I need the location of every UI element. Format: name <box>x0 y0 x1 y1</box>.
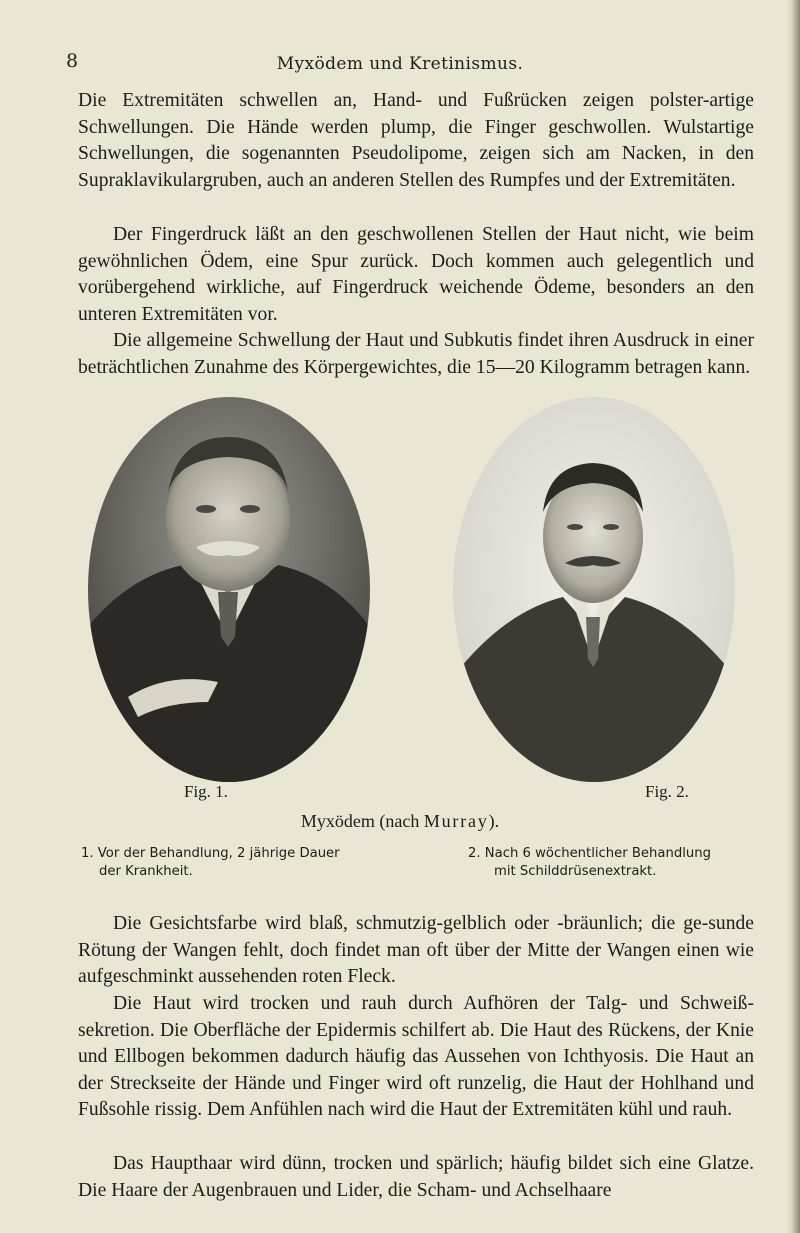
portrait-after-image <box>453 397 735 782</box>
portrait-after-treatment <box>453 397 735 782</box>
figure-caption <box>0 811 800 832</box>
caption-prefix: Myxödem (nach <box>300 811 420 831</box>
figure-pair <box>88 397 748 801</box>
caption-suffix: ). <box>488 811 500 831</box>
running-title: Myxödem und Kretinismus. <box>276 54 524 74</box>
paragraph-dry-skin: Die Haut wird trocken und rauh durch Aufhören der Talg- und Schweiß-sekretion. Die Oberfläche der Epidermis schilfert ab. Die Haut des Rückens, der Knie und Ellbogen bekommen dadurch häufig das Aussehen von Ichthyosis. Die Haut an der Streckseite der Hände und Finger wird oft runzelig, die Haut der Hohlhand und Fußsohle rissig. Dem Anfühlen nach wird die Haut der Extremitäten kühl und rauh. <box>78 993 754 1121</box>
paragraph-hair: Das Haupthaar wird dünn, trocken und spärlich; häufig bildet sich eine Glatze. Die Haare der Augenbrauen und Lider, die Scham- und Achselhaare <box>78 1153 754 1201</box>
fig1-caption-line2: der Krankheit. <box>99 864 193 879</box>
paragraph-complexion: Die Gesichtsfarbe wird blaß, schmutzig-gelblich oder -bräunlich; die ge-sunde Rötung der Wangen fehlt, doch findet man oft über der Mitte der Wangen einen wie aufgeschminkt aussehenden roten Fleck. <box>78 913 754 988</box>
fig2-caption <box>468 845 711 881</box>
fig1-label: Fig. 1. <box>184 782 228 801</box>
page-edge-shadow <box>786 0 800 1233</box>
fig2-caption-line1: 2. Nach 6 wöchentlicher Behandlung <box>468 846 711 861</box>
portrait-before-image <box>88 397 370 782</box>
fig1-caption <box>81 845 340 881</box>
paragraph-extremities: Die Extremitäten schwellen an, Hand- und Fußrücken zeigen polster-artige Schwellungen. Die Hände werden plump, die Finger geschwollen. Wulstartige Schwellungen, die sogenannten Pseudolipome, zeigen sich am Nacken, in den Supraklavikulargruben, auch an anderen Stellen des Rumpfes und der Extremitäten. <box>78 90 754 191</box>
page-number: 8 <box>66 50 79 72</box>
caption-author: Murray <box>423 811 489 831</box>
fig2-label: Fig. 2. <box>645 782 689 801</box>
fig1-caption-line1: 1. Vor der Behandlung, 2 jährige Dauer <box>81 846 340 861</box>
paragraph-body-weight: Die allgemeine Schwellung der Haut und Subkutis findet ihren Ausdruck in einer beträchtlichen Zunahme des Körpergewichtes, die 15—20 Kilogramm betragen kann. <box>78 330 754 378</box>
fig2-caption-line2: mit Schilddrüsenextrakt. <box>494 864 657 879</box>
portrait-before-treatment <box>88 397 370 782</box>
paragraph-finger-pressure: Der Fingerdruck läßt an den geschwollenen Stellen der Haut nicht, wie beim gewöhnlichen Ödem, eine Spur zurück. Doch kommen auch gelegentlich und vorübergehend wirkliche, auf Fingerdruck weichende Ödeme, besonders an den unteren Extremitäten vor. <box>78 224 754 325</box>
